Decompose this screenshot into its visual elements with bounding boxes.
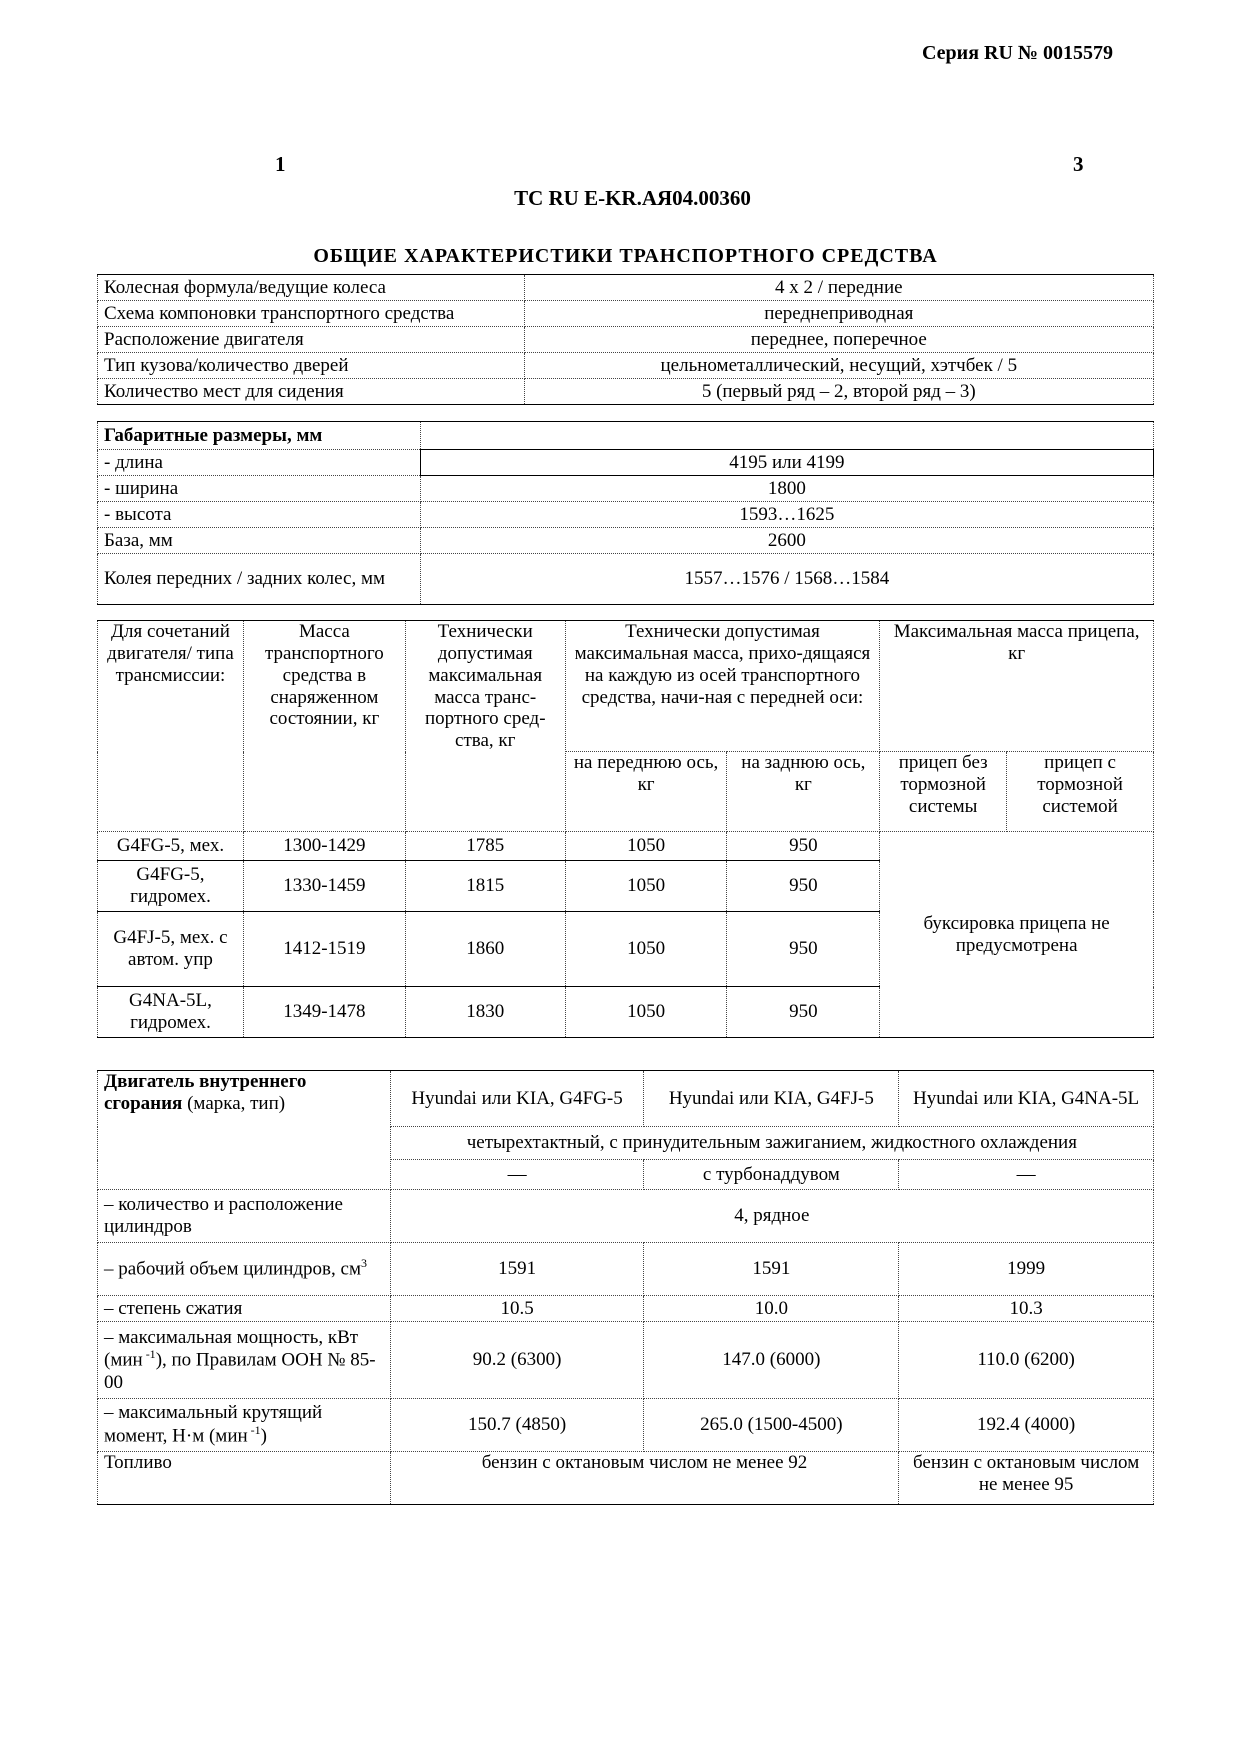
compression-value: 10.0 [644,1296,899,1322]
combo-cell: G4FG-5, гидромех. [98,861,244,912]
engine-table [97,1070,1154,1505]
front-cell: 1050 [565,912,727,987]
general-table [97,274,1154,405]
general-value: цельнометаллический, несущий, хэтчбек / 5 [524,353,1153,379]
torque-value: 192.4 (4000) [899,1399,1154,1452]
displacement-value: 1591 [644,1243,899,1296]
front-cell: 1050 [565,861,727,912]
table-row [98,275,1154,301]
displacement-label-text: – рабочий объем цилиндров, см [104,1258,361,1280]
fuel-value-95: бензин с октановым числом не менее 95 [899,1452,1154,1505]
front-cell: 1050 [565,832,727,861]
dimension-label: Колея передних / задних колес, мм [98,554,421,605]
certificate-number: ТС RU E-KR.АЯ04.00360 [514,186,751,210]
torque-label-b: ) [260,1425,267,1447]
rear-cell: 950 [727,987,880,1038]
compression-value: 10.5 [390,1296,644,1322]
table-row [98,301,1154,327]
general-value: 4 x 2 / передние [524,275,1153,301]
combo-cell: G4FG-5, мех. [98,832,244,861]
power-value: 110.0 (6200) [899,1322,1154,1399]
table-row [98,379,1154,405]
displacement-value: 1999 [899,1243,1154,1296]
engine-model: Hyundai или KIA, G4FG-5 [390,1071,644,1127]
trailer-note: буксировка прицепа не предусмотрена [880,832,1154,1038]
cylinders-value: 4, рядное [390,1190,1153,1243]
table-row [98,1322,1154,1399]
power-label [98,1322,391,1399]
general-value: переднее, поперечное [524,327,1153,353]
rear-cell: 950 [727,861,880,912]
power-label-sup: -1 [142,1347,156,1362]
empty-cell [420,422,1153,450]
table-row [98,528,1154,554]
curb-cell: 1300-1429 [243,832,405,861]
table-row [98,832,1154,861]
fuel-label: Топливо [98,1452,391,1505]
dimension-value: 2600 [420,528,1153,554]
table-row [98,476,1154,502]
table-row [98,1243,1154,1296]
engine-title-rest: (марка, тип) [182,1092,286,1114]
page-left-number: 1 [275,152,286,176]
dimension-value: 1557…1576 / 1568…1584 [420,554,1153,605]
general-label: Колесная формула/ведущие колеса [98,275,525,301]
general-label: Схема компоновки транспортного средства [98,301,525,327]
displacement-value: 1591 [390,1243,644,1296]
table-row [98,1452,1154,1505]
rear-cell: 950 [727,832,880,861]
header-trailer-no-brake: прицеп без тормозной системы [880,752,1007,832]
engine-title-bold: Двигатель внутреннего сгорания [104,1071,307,1114]
table-row [98,353,1154,379]
table-row [98,450,1154,476]
torque-label-sup: -1 [247,1423,261,1438]
general-value: 5 (первый ряд – 2, второй ряд – 3) [524,379,1153,405]
header-axle-mass: Технически допустимая максимальная масса, прихо-дящаяся на каждую из осей транспортного средства, начи-ная с передней оси: [565,621,880,752]
max-cell: 1785 [405,832,565,861]
rear-cell: 950 [727,912,880,987]
table-row [98,327,1154,353]
table-row [98,1296,1154,1322]
header-combo: Для сочетаний двигателя/ типа трансмиссии: [98,621,244,832]
max-cell: 1830 [405,987,565,1038]
dimensions-title: Габаритные размеры, мм [98,422,421,450]
turbo-cell: — [390,1160,644,1190]
table-row [98,621,1154,752]
dimension-label: База, мм [98,528,421,554]
torque-value: 150.7 (4850) [390,1399,644,1452]
curb-cell: 1349-1478 [243,987,405,1038]
dimensions-table [97,421,1154,605]
general-label: Тип кузова/количество дверей [98,353,525,379]
dimension-value: 1593…1625 [420,502,1153,528]
dimension-value: 1800 [420,476,1153,502]
header-max-mass: Технически допустимая максимальная масса транс-портного сред-ства, кг [405,621,565,832]
displacement-label-sup: 3 [360,1256,367,1271]
combo-cell: G4NA-5L, гидромех. [98,987,244,1038]
compression-label: – степень сжатия [98,1296,391,1322]
turbo-cell: с турбонаддувом [644,1160,899,1190]
engine-model: Hyundai или KIA, G4NA-5L [899,1071,1154,1127]
fuel-value-92: бензин с октановым числом не менее 92 [390,1452,899,1505]
combo-cell: G4FJ-5, мех. с автом. упр [98,912,244,987]
dimension-label: - высота [98,502,421,528]
header-trailer-mass: Максимальная масса прицепа, кг [880,621,1154,752]
general-label: Количество мест для сидения [98,379,525,405]
turbo-cell: — [899,1160,1154,1190]
cylinders-label: – количество и расположение цилиндров [98,1190,391,1243]
curb-cell: 1330-1459 [243,861,405,912]
series-number: Серия RU № 0015579 [921,42,1113,64]
mass-table [97,620,1154,1038]
header-curb-mass: Масса транспортного средства в снаряженном состоянии, кг [243,621,405,832]
header-trailer-brake: прицеп с тормозной системой [1007,752,1154,832]
power-label-b: ), по Правилам ООН № 85-00 [104,1349,376,1393]
max-cell: 1815 [405,861,565,912]
table-row [98,422,1154,450]
dimension-label: - длина [98,450,421,476]
table-row [98,1071,1154,1127]
torque-value: 265.0 (1500-4500) [644,1399,899,1452]
section-title: ОБЩИЕ ХАРАКТЕРИСТИКИ ТРАНСПОРТНОГО СРЕДСТВА [313,245,938,267]
general-label: Расположение двигателя [98,327,525,353]
curb-cell: 1412-1519 [243,912,405,987]
compression-value: 10.3 [899,1296,1154,1322]
dimension-value: 4195 или 4199 [420,450,1153,476]
page-right-number: 3 [1073,152,1084,176]
engine-type: четырехтактный, с принудительным зажиганием, жидкостного охлаждения [390,1127,1153,1160]
max-cell: 1860 [405,912,565,987]
dimension-label: - ширина [98,476,421,502]
torque-label [98,1399,391,1452]
power-value: 147.0 (6000) [644,1322,899,1399]
power-label-a: – максимальная мощность, кВт (мин [104,1326,359,1371]
header-front-axle: на переднюю ось, кг [565,752,727,832]
table-row [98,554,1154,605]
engine-model: Hyundai или KIA, G4FJ-5 [644,1071,899,1127]
table-row [98,1399,1154,1452]
table-row [98,1190,1154,1243]
front-cell: 1050 [565,987,727,1038]
torque-label-a: – максимальный крутящий момент, Н·м (мин [104,1402,323,1447]
general-value: переднеприводная [524,301,1153,327]
table-row [98,502,1154,528]
header-rear-axle: на заднюю ось, кг [727,752,880,832]
engine-title [98,1071,391,1190]
displacement-label [98,1243,391,1296]
power-value: 90.2 (6300) [390,1322,644,1399]
